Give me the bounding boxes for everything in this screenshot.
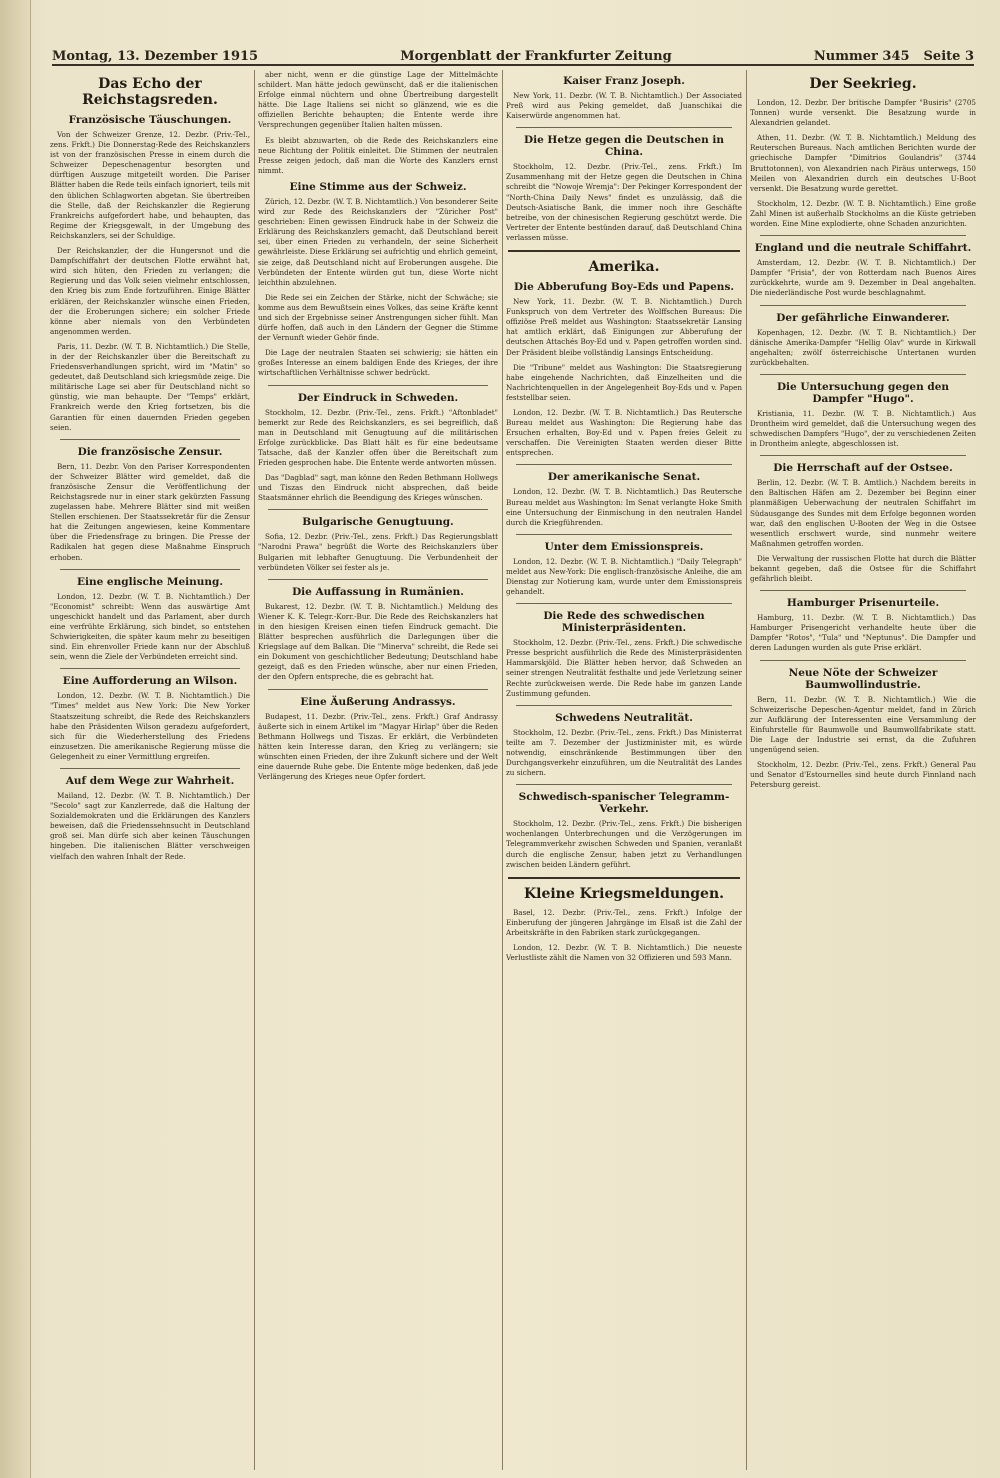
column-rule: [254, 70, 255, 1470]
section-divider: [760, 235, 966, 236]
section-divider: [60, 569, 240, 570]
section-heading: Unter dem Emissionspreis.: [544, 540, 704, 553]
paragraph: Bukarest, 12. Dezbr. (W. T. B. Nichtamtlich.) Meldung des Wiener K. K. Telegr.-Korr.-Bur. Die Rede des Reichskanzlers hat in den hiesigen Kreisen einen tiefen Eindruck gemacht. Die Blätter besprechen ausführlich die Darlegungen über die Kriegslage auf dem Balkan. Die "Minerva" schreibt, die Rede sei ein Dokument von geschichtlicher Bedeutung; Deutschland habe gezeigt, daß es den Frieden wünsche, aber nur einen Frieden, der den Opfern entspreche, die es gebracht hat.: [258, 601, 498, 682]
masthead: [52, 44, 974, 66]
section-divider: [760, 660, 966, 661]
section-divider: [516, 464, 732, 465]
column-rule: [502, 70, 503, 1470]
section-heading: Bulgarische Genugtuung.: [302, 516, 454, 529]
section-heading: Auf dem Wege zur Wahrheit.: [65, 774, 235, 787]
section-heading: Der Eindruck in Schweden.: [297, 391, 459, 404]
paragraph: Stockholm, 12. Dezbr. (Priv.-Tel., zens. Frkft.) Im Zusammenhang mit der Hetze gegen die Deutschen in China schreibt die "Nowoje Wremja": Der Pekinger Korrespondent der "North-China Daily News" findet es unzulässig, daß die Deutsch-Asiatische Bank, die immer noch ihre Geschäfte betreibe, von der chinesischen Regierung geschützt werde. Die Vertreter der Entente bestünden darauf, daß Deutschland China verlassen müsse.: [506, 162, 742, 242]
column-2-sections: [258, 181, 498, 782]
section-heading: Eine Stimme aus der Schweiz.: [289, 180, 467, 193]
paragraph: Zürich, 12. Dezbr. (W. T. B. Nichtamtlich.) Von besonderer Seite wird zur Rede des Reichskanzlers der "Züricher Post" geschrieben: Einen gewissen Eindruck habe in der Schweiz die Erklärung des Reichskanzlers gemacht, daß Deutschland bereit sei, über einen Frieden zu verhandeln, der seine Sicherheit gewährleiste. Diese Erklärung sei aufrichtig und ehrlich gemeint, sie zeige, daß Deutschland nicht auf Eroberungen ausgehe. Die Verbündeten der Entente würden gut tun, diese Worte nicht leichthin abzulehnen.: [258, 196, 498, 287]
paragraph: Die Rede sei ein Zeichen der Stärke, nicht der Schwäche; sie komme aus dem Bewußtsein eines Volkes, das seine Kräfte kennt und sich der Ergebnisse seiner Anstrengungen sicher fühlt. Man dürfe hoffen, daß auch in den Ländern der Gegner die Stimme der Vernunft wieder Gehör finde.: [258, 292, 498, 343]
paragraph: Sofia, 12. Dezbr. (Priv.-Tel., zens. Frkft.) Das Regierungsblatt "Narodni Prawa" begrüßt die Worte des Reichskanzlers über Bulgarien mit lebhafter Genugtuung. Die Verbundenheit der verbündeten Völker sei fester als je.: [258, 532, 498, 572]
section-divider: [516, 784, 732, 785]
paragraph: Mailand, 12. Dezbr. (W. T. B. Nichtamtlich.) Der "Secolo" sagt zur Kanzlerrede, daß die Haltung der Sozialdemokraten und die Erklärungen des Kanzlers beweisen, daß die Friedenssehnsucht in Deutschland groß sei. Man dürfe sich aber keinen Täuschungen hingeben. Die italienischen Blätter verschweigen vielfach den wahren Inhalt der Rede.: [50, 790, 250, 861]
section-divider: [760, 590, 966, 591]
paragraph: Der Reichskanzler, der die Hungersnot und die Dampfschiffahrt der deutschen Flotte erwähnt hat, wird sich hüten, den Frieden zu verlangen; die Regierung und das Volk seien vielmehr entschlossen, den Krieg bis zum Ende fortzuführen. Einige Blätter erklären, der Reichskanzler wünsche einen Frieden, der die Eroberungen sichere; ein solcher Friede könne aber niemals von den Verbündeten angenommen werden.: [50, 246, 250, 336]
issue-number: Nummer 345: [813, 49, 910, 64]
column-1: [50, 70, 250, 1470]
previous-page-edge: [0, 0, 31, 1478]
section-big-heading: Der Seekrieg.: [809, 76, 917, 92]
section-divider: [508, 877, 740, 879]
paragraph: London, 12. Dezbr. (W. T. B. Nichtamtlich.) Die neueste Verlustliste zählt die Namen von 32 Offizieren und 593 Mann.: [506, 942, 742, 963]
masthead-title: Morgenblatt der Frankfurter Zeitung: [400, 49, 672, 64]
section-heading: Eine englische Meinung.: [76, 575, 224, 588]
paragraph: Amsterdam, 12. Dezbr. (W. T. B. Nichtamtlich.) Der Dampfer "Frisia", der von Rotterdam nach Buenos Aires zurückkehrte, wurde am 9. Dezember in Deal angehalten. Die niederländische Post wurde beschlagnahmt.: [750, 258, 976, 298]
section-heading: Eine Aufforderung an Wilson.: [62, 675, 238, 688]
paragraph: Paris, 11. Dezbr. (W. T. B. Nichtamtlich.) Die Stelle, in der der Reichskanzler über die Bereitschaft zu Friedensverhandlungen spricht, wird im "Matin" so gedeutet, daß Deutschland sich kriegsmüde zeige. Die militärische Lage sei aber für Deutschland nicht so günstig, wie man behaupte. Der "Temps" erklärt, Frankreich werde den Krieg fortsetzen, bis die Garantien für einen dauernden Frieden gegeben seien.: [50, 341, 250, 432]
section-heading: England und die neutrale Schiffahrt.: [754, 242, 972, 255]
section-divider: [516, 127, 732, 128]
section-big-heading: Amerika.: [588, 259, 660, 276]
column-3-sections: [506, 75, 742, 963]
paragraph: Die Lage der neutralen Staaten sei schwierig; sie hätten ein großes Interesse an einem baldigen Ende des Krieges, der ihre wirtschaftlichen Verhältnisse schwer bedrückt.: [258, 348, 498, 378]
masthead-date: Montag, 13. Dezember 1915: [52, 49, 259, 64]
section-divider: [516, 603, 732, 604]
section-heading: Die Untersuchung gegen den Dampfer "Hugo".: [776, 380, 950, 405]
paragraph: Stockholm, 12. Dezbr. (Priv.-Tel., zens. Frkft.) Die bisherigen wochenlangen Unterbrechungen und die Verzögerungen im Telegrammverkehr zwischen Schweden und Spanien, veranlaßt durch die englische Zensur, haben jetzt zu Verhandlungen zwischen beiden Ländern geführt.: [506, 819, 742, 869]
column-4: [750, 70, 976, 1470]
paragraph: Kristiania, 11. Dezbr. (W. T. B. Nichtamtlich.) Aus Drontheim wird gemeldet, daß die Untersuchung wegen des schwedischen Dampfers "Hugo", der zu verschiedenen Zeiten in Drontheim anlegte, abgeschlossen ist.: [750, 408, 976, 449]
paragraph: Bern, 11. Dezbr. (W. T. B. Nichtamtlich.) Wie die Schweizerische Depeschen-Agentur meldet, fand in Zürich zur Aufklärung der Interessenten eine Versammlung der Einfuhrstelle für Baumwolle und Baumwollfabrikate statt. Die Lage der Industrie sei ernst, da die Zufuhren ungenügend seien.: [750, 694, 976, 755]
section-heading: Neue Nöte der Schweizer Baumwollindustrie.: [788, 666, 938, 691]
section-divider: [268, 509, 488, 510]
article-title: Das Echo der Reichstagsreden.: [82, 76, 218, 108]
paragraph: aber nicht, wenn er die günstige Lage der Mittelmächte schildert. Man hätte jedoch gewünscht, daß er die italienischen Erfolge einmal nüchtern und ohne Übertreibung dargestellt hätte. Die Lage Italiens sei nicht so glänzend, wie es die offiziellen Berichte behaupten; die Entente werde ihre Versprechungen gegenüber Italien halten müssen.: [258, 70, 498, 130]
paragraph: New York, 11. Dezbr. (W. T. B. Nichtamtlich.) Durch Funkspruch von dem Vertreter des Wolffschen Bureaus: Die offiziöse Preß meldet aus Washington: Staatssekretär Lansing hat amtlich erklärt, daß Einigungen zur Abberufung der deutschen Attachés Boy-Ed und v. Papen getroffen worden sind. Der Präsident bleibe vollständig Lansings Entscheidung.: [506, 297, 742, 357]
page-number: Seite 3: [923, 49, 974, 64]
paragraph: Die Verwaltung der russischen Flotte hat durch die Blätter bekannt gegeben, daß die Ostsee für die Schiffahrt gefährlich bleibt.: [750, 553, 976, 584]
paragraph: London, 12. Dezbr. Der britische Dampfer "Busiris" (2705 Tonnen) wurde versenkt. Die Besatzung wurde in Alexandrien gelandet.: [750, 98, 976, 128]
paragraph: Bern, 11. Dezbr. Von den Pariser Korrespondenten der Schweizer Blätter wird gemeldet, daß die französische Zensur die Veröffentlichung der Reichstagsrede nur in einer stark gekürzten Fassung zugelassen habe. Mehrere Blätter sind mit weißen Stellen erschienen. Der Staatssekretär für die Zensur hat die Zeitungen angewiesen, keine Kommentare über die Friedensfrage zu bringen. Die Presse der Radikalen hat gegen diese Maßnahme Einspruch erhoben.: [50, 461, 250, 562]
paragraph: Berlin, 12. Dezbr. (W. T. B. Amtlich.) Nachdem bereits in den Baltischen Häfen am 2. Dezember bei Beginn einer planmäßigen Ueberwachung der neutralen Schiffahrt im Südausgange des Sundes mit dem Erfolge begonnen worden war, daß den englischen U-Booten der Weg in die Ostsee wesentlich erschwert wurde, sind nunmehr weitere Maßnahmen getroffen worden.: [750, 478, 976, 548]
section-heading: Eine Äußerung Andrassys.: [300, 695, 456, 708]
paragraph: Stockholm, 12. Dezbr. (Priv.-Tel., zens. Frkft.) Die schwedische Presse bespricht ausführlich die Rede des Ministerpräsidenten Hammarskjöld. Die Blätter heben hervor, daß Schweden an seiner strengen Neutralität festhalte und jede Verletzung seiner Rechte zurückweisen werde. Die Rede habe im ganzen Lande Zustimmung gefunden.: [506, 638, 742, 698]
section-heading: Schwedisch-spanischer Telegramm-Verkehr.: [518, 791, 730, 816]
column-3: [506, 70, 742, 1470]
section-heading: Französische Täuschungen.: [68, 114, 232, 126]
section-divider: [516, 705, 732, 706]
section-divider: [60, 768, 240, 769]
section-heading: Hamburger Prisenurteile.: [786, 597, 940, 610]
section-divider: [760, 455, 966, 456]
section-divider: [60, 668, 240, 669]
paragraph: Hamburg, 11. Dezbr. (W. T. B. Nichtamtlich.) Das Hamburger Prisengericht verhandelte heute über die Dampfer "Rotos", "Tula" und "Neptunus". Die Dampfer und deren Ladungen wurden als gute Prise erklärt.: [750, 613, 976, 653]
paragraph: Stockholm, 12. Dezbr. (Priv.-Tel., zens. Frkft.) "Aftonbladet" bemerkt zur Rede des Reichskanzlers, es sei begreiflich, daß man in Deutschland mit Genugtuung auf die militärischen Erfolge zurückblicke. Das Blatt hält es für eine bedeutsame Tatsache, daß der Kanzler offen über die Bereitschaft zum Frieden gesprochen habe. Die Entente werde antworten müssen.: [258, 407, 498, 467]
section-divider: [268, 579, 488, 580]
section-divider: [268, 689, 488, 690]
section-heading: Kaiser Franz Joseph.: [563, 75, 685, 87]
section-heading: Der gefährliche Einwanderer.: [776, 311, 950, 324]
column-4-sections: [750, 76, 976, 790]
section-heading: Die französische Zensur.: [77, 445, 223, 458]
column-1-sections: [50, 114, 250, 862]
paragraph: London, 12. Dezbr. (W. T. B. Nichtamtlich.) "Daily Telegraph" meldet aus New-York: Die englisch-französische Anleihe, die am Dienstag zur Notierung kam, wurde unter dem Emissionspreis gehandelt.: [506, 556, 742, 597]
section-divider: [760, 374, 966, 375]
section-heading: Die Hetze gegen die Deutschen in China.: [524, 134, 724, 159]
column-2: [258, 70, 498, 1470]
section-heading: Der amerikanische Senat.: [547, 471, 701, 484]
masthead-right: [814, 49, 974, 64]
section-heading: Schwedens Neutralität.: [555, 711, 693, 724]
paragraph: Es bleibt abzuwarten, ob die Rede des Reichskanzlers eine neue Richtung der Politik einleitet. Die Stimmen der neutralen Presse zeigen jedoch, daß man die Worte des Kanzlers ernst nimmt.: [258, 135, 498, 175]
paragraph: Basel, 12. Dezbr. (Priv.-Tel., zens. Frkft.) Infolge der Einberufung der jüngeren Jahrgänge im Elsaß ist die Zahl der Arbeitskräfte in den Fabriken stark zurückgegangen.: [506, 907, 742, 937]
paragraph: Das "Dagblad" sagt, man könne den Reden Bethmann Hollwegs und Tiszas den Eindruck nicht absprechen, daß beide Staatsmänner ehrlich die Beendigung des Krieges wünschen.: [258, 473, 498, 503]
section-big-heading: Kleine Kriegsmeldungen.: [523, 885, 725, 902]
paragraph: Stockholm, 12. Dezbr. (W. T. B. Nichtamtlich.) Eine große Zahl Minen ist außerhalb Stockholms an die Küste getrieben worden. Eine Mine explodierte, ohne Schaden anzurichten.: [750, 198, 976, 229]
paragraph: Stockholm, 12. Dezbr. (Priv.-Tel., zens. Frkft.) Das Ministerrat teilte am 7. Dezember der Justizminister mit, es würde notwendig, einschränkende Bestimmungen über den Durchgangsverkehr einzuführen, um die Neutralität des Landes zu sichern.: [506, 727, 742, 778]
section-heading: Die Abberufung Boy-Eds und Papens.: [513, 281, 735, 294]
paragraph: Kopenhagen, 12. Dezbr. (W. T. B. Nichtamtlich.) Der dänische Amerika-Dampfer "Hellig Olav" wurde in Kirkwall angehalten; zwölf österreichische Untertanen wurden zurückbehalten.: [750, 327, 976, 367]
paragraph: Stockholm, 12. Dezbr. (Priv.-Tel., zens. Frkft.) General Pau und Senator d'Estournelles sind heute durch Finnland nach Petersburg gereist.: [750, 760, 976, 790]
paragraph: London, 12. Dezbr. (W. T. B. Nichtamtlich.) Der "Economist" schreibt: Wenn das auswärtige Amt ungeschickt handelt und das Parlament, aber durch eine verfrühte Erklärung, sich bindet, so entstehen Schwierigkeiten, die später kaum mehr zu beseitigen sind. Ein ehrenvoller Friede kann nur der Abschluß sein, wenn die Ziele der Verbündeten erreicht sind.: [50, 591, 250, 662]
column-rule: [746, 70, 747, 1470]
section-divider: [508, 250, 740, 252]
paragraph: London, 12. Dezbr. (W. T. B. Nichtamtlich.) Das Reutersche Bureau meldet aus Washington: Die Regierung habe das Ersuchen erhalten, Boy-Ed und v. Papen freies Geleit zu verschaffen. Die Vereinigten Staaten werden dieser Bitte entsprechen.: [506, 407, 742, 458]
section-divider: [760, 305, 966, 306]
section-divider: [516, 534, 732, 535]
paragraph: London, 12. Dezbr. (W. T. B. Nichtamtlich.) Das Reutersche Bureau meldet aus Washington: Im Senat verlangte Hoke Smith eine Untersuchung der Einmischung in den neutralen Handel durch die Kriegführenden.: [506, 487, 742, 527]
paragraph: New York, 11. Dezbr. (W. T. B. Nichtamtlich.) Der Associated Preß wird aus Peking gemeldet, daß Juanschikai die Kaiserwürde angenommen hat.: [506, 91, 742, 121]
paragraph: London, 12. Dezbr. (W. T. B. Nichtamtlich.) Die "Times" meldet aus New York: Die New Yorker Staatszeitung schreibt, die Rede des Reichskanzlers habe den Präsidenten Wilson geradezu aufgefordert, sich für die Wiederherstellung des Friedens einzusetzen. Die amerikanische Regierung müsse die Gelegenheit zu einer Vermittlung ergreifen.: [50, 691, 250, 761]
section-heading: Die Herrschaft auf der Ostsee.: [773, 462, 953, 475]
paragraph: Von der Schweizer Grenze, 12. Dezbr. (Priv.-Tel., zens. Frkft.) Die Donnerstag-Rede des Reichskanzlers ist von der französischen Presse in einem durch die Schweizer Depeschenagentur besorgten und dürftigen Auszuge mitgeteilt worden. Die Pariser Blätter haben die Rede teils einfach ignoriert, teils mit den üblichen Schlagworten abgetan. Sie übertreiben die Stelle, daß der Reichskanzler die Regierung Frankreichs aufgefordert habe, und behaupten, das Regime der Kriegsgewalt, in der Umgebung des Reichskanzlers, sei der Schuldige.: [50, 130, 250, 240]
section-divider: [60, 439, 240, 440]
paragraph: Athen, 11. Dezbr. (W. T. B. Nichtamtlich.) Meldung des Reuterschen Bureaus. Nach amtlichen Berichten wurde der griechische Dampfer "Dimitrios Goulandris" (3744 Bruttotonnen), von Alexandrien nach Piräus unterwegs, 150 Meilen von Alexandrien durch ein deutsches U-Boot versenkt. Die Besatzung wurde gerettet.: [750, 133, 976, 193]
section-heading: Die Auffassung in Rumänien.: [292, 585, 464, 598]
column-2-intro: [258, 70, 498, 176]
paragraph: Die "Tribune" meldet aus Washington: Die Staatsregierung habe eingehende Nachrichten, daß Einzelheiten und die Nachrichtenquellen in der Angelegenheit Boy-Eds und v. Papen feststellbar seien.: [506, 362, 742, 402]
paragraph: Budapest, 11. Dezbr. (Priv.-Tel., zens. Frkft.) Graf Andrassy äußerte sich in einem Artikel im "Magyar Hirlap" über die Reden Bethmann Hollwegs und Tiszas. Er erklärt, die Verbündeten hätten kein Interesse daran, den Krieg zu verlängern; sie wünschten einen Frieden, der ihre Zukunft sichere und der Welt eine dauernde Ruhe gebe. Die Entente möge bedenken, daß jede Verlängerung des Krieges neue Opfer fordert.: [258, 711, 498, 782]
section-heading: Die Rede des schwedischen Ministerpräsidenten.: [543, 610, 705, 635]
section-divider: [268, 385, 488, 386]
